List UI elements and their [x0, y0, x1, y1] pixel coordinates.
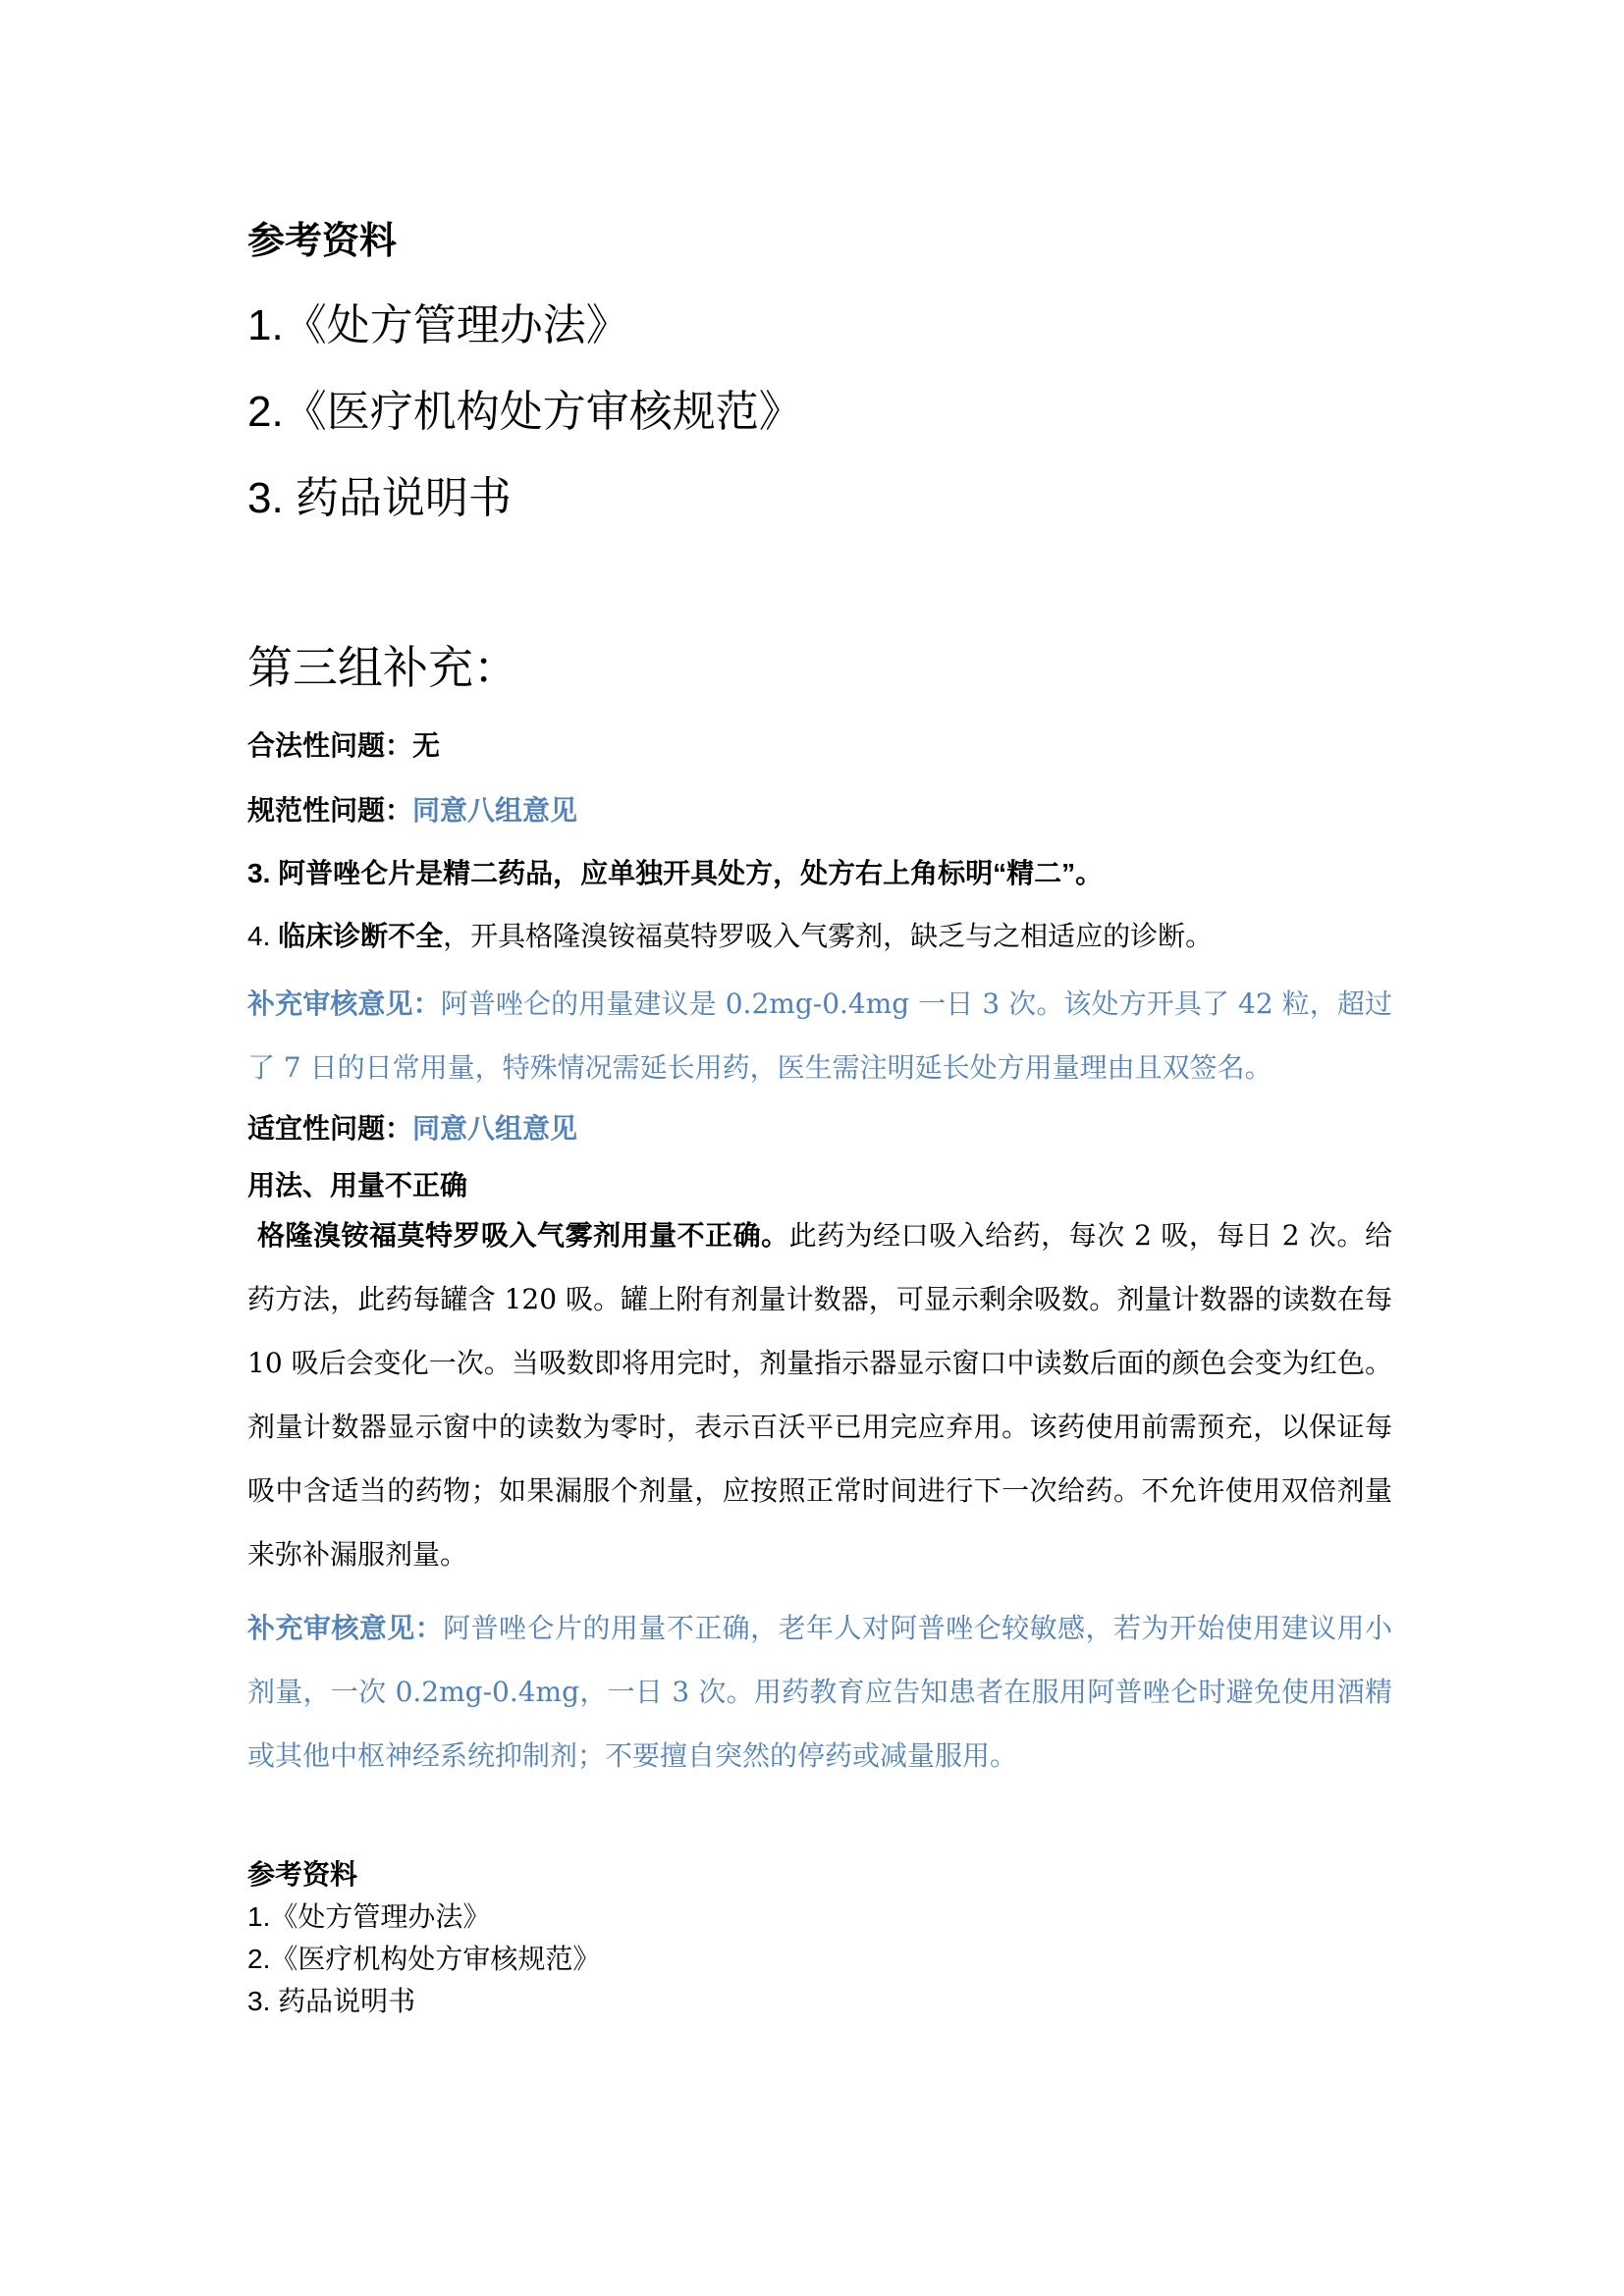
reference-item: 3. 药品说明书: [247, 474, 512, 522]
normative-line: [247, 791, 577, 830]
supp2-text: 阿普唑仑片的用量不正确，老年人对阿普唑仑较敏感，若为开始使用建议用小剂量，一次 0.2mg-0.4mg，一日 3 次。用药教育应告知患者在服用阿普唑仑时避免使用酒精或其他中枢神经系统抑制剂；不要擅自突然的停药或减量服用。: [247, 1612, 1392, 1772]
usage-body-paragraph: [247, 1203, 1392, 1586]
reference-item-bottom: 1.《处方管理办法》: [247, 1901, 491, 1932]
body-text: 此药为经口吸入给药，每次 2 吸，每日 2 次。给药方法，此药每罐含 120 吸。罐上附有剂量计数器，可显示剩余吸数。剂量计数器的读数在每 10 吸后会变化一次。当吸数即将用完时，剂量指示器显示窗口中读数后面的颜色会变为红色。剂量计数器显示窗中的读数为零时，表示百沃平已用完应弃用。该药使用前需预充，以保证每吸中含适当的药物；如果漏服个剂量，应按照正常时间进行下一次给药。不允许使用双倍剂量来弥补漏服剂量。: [247, 1219, 1392, 1571]
supp2-label: 补充审核意见：: [247, 1613, 444, 1643]
supp1-text: 阿普唑仑的用量建议是 0.2mg-0.4mg 一日 3 次。该处方开具了 42 粒，超过了 7 日的日常用量，特殊情况需延长用药，医生需注明延长处方用量理由且双签名。: [247, 988, 1392, 1084]
supplementary-opinion-1: [247, 972, 1392, 1099]
legality-line: [247, 726, 440, 766]
group-supplement-heading: 第三组补充：: [247, 642, 518, 693]
usage-heading: 用法、用量不正确: [247, 1170, 468, 1201]
body-bold: 格隆溴铵福莫特罗吸入气雾剂用量不正确。: [257, 1220, 789, 1251]
reference-item-bottom: 3. 药品说明书: [247, 1986, 416, 2016]
item4-prefix: 4.: [247, 921, 279, 951]
normative-value: 同意八组意见: [412, 795, 578, 826]
normative-label: 规范性问题：: [247, 795, 413, 826]
reference-item-bottom: 2.《医疗机构处方审核规范》: [247, 1944, 601, 1974]
references-heading: 参考资料: [247, 221, 398, 262]
issue-item-4: [247, 917, 1213, 956]
supp1-label: 补充审核意见：: [247, 988, 441, 1019]
fitness-label: 适宜性问题：: [247, 1113, 413, 1144]
reference-item: 2.《医疗机构处方审核规范》: [247, 388, 802, 436]
item4-bold: 临床诊断不全: [278, 921, 444, 951]
supplementary-opinion-2: [247, 1596, 1392, 1788]
fitness-value: 同意八组意见: [412, 1113, 578, 1144]
legality-label: 合法性问题：: [247, 730, 413, 761]
item4-rest: ，开具格隆溴铵福莫特罗吸入气雾剂，缺乏与之相适应的诊断。: [443, 920, 1214, 952]
fitness-line: [247, 1109, 577, 1148]
issue-item-3: 3. 阿普唑仑片是精二药品，应单独开具处方，处方右上角标明“精二”。: [247, 858, 1104, 888]
references-heading-bottom: 参考资料: [247, 1859, 358, 1890]
reference-item: 1.《处方管理办法》: [247, 301, 629, 349]
legality-value: 无: [412, 730, 441, 761]
